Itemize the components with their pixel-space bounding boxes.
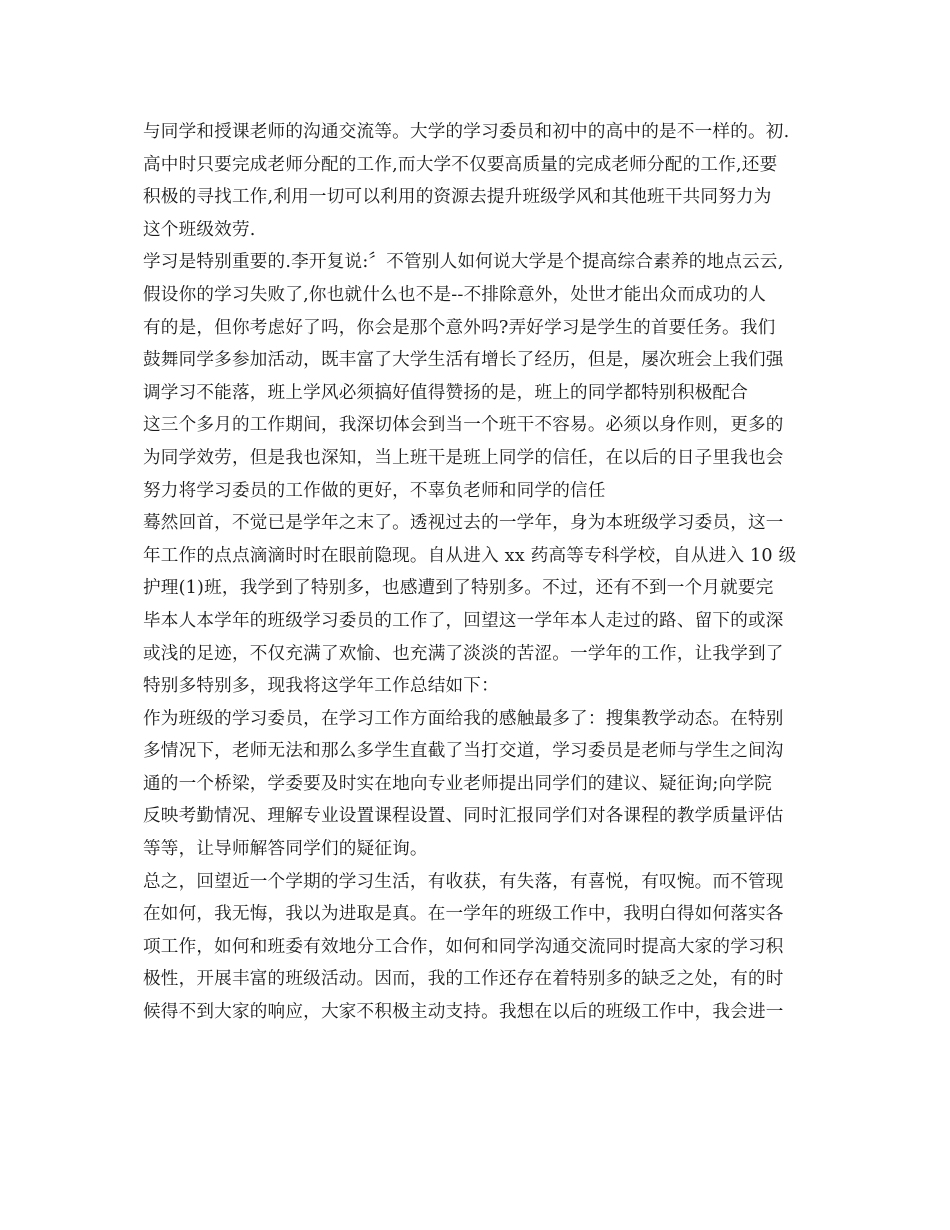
text-line: 或浅的足迹，不仅充满了欢愉、也充满了淡淡的苦涩。一学年的工作，让我学到了 [143, 643, 784, 664]
paragraph-1 [143, 116, 823, 246]
text-line: 项工作，如何和班委有效地分工合作，如何和同学沟通交流同时提高大家的学习积 [143, 936, 784, 957]
text-line: 与同学和授课老师的沟通交流等。大学的学习委员和初中的高中的是不一样的。初. [143, 122, 790, 142]
text-line: 多情况下，老师无法和那么多学生直截了当打交道，学习委员是老师与学生之间沟 [143, 741, 784, 762]
text-line: 通的一个桥梁，学委要及时实在地向专业老师提出同学们的建议、疑征询;向学院 [143, 773, 772, 794]
text-line: 反映考勤情况、理解专业设置课程设置、同时汇报同学们对各课程的教学质量评估 [143, 806, 784, 827]
text-line: 这三个多月的工作期间，我深切体会到当一个班干不容易。必须以身作则，更多的 [143, 415, 784, 436]
text-line: 等等，让导师解答同学们的疑征询。 [143, 839, 428, 860]
text-line: 特别多特别多，现我将这学年工作总结如下： [143, 676, 499, 697]
text-line: 作为班级的学习委员，在学习工作方面给我的感触最多了：搜集教学动态。在特别 [143, 708, 784, 729]
text-line: 有的是，但你考虑好了吗，你会是那个意外吗?弄好学习是学生的首要任务。我们 [143, 317, 776, 338]
paragraph-3 [143, 409, 823, 507]
text-line: 蓦然回首，不觉已是学年之末了。透视过去的一学年，身为本班级学习委员，这一 [143, 513, 784, 534]
text-line: 候得不到大家的响应，大家不积极主动支持。我想在以后的班级工作中，我会进一 [143, 1002, 784, 1023]
text-line: 鼓舞同学多参加活动，既丰富了大学生活有增长了经历，但是，屡次班会上我们强 [143, 350, 784, 371]
text-line: 积极的寻找工作,利用一切可以利用的资源去提升班级学风和其他班干共同努力为 [143, 187, 772, 208]
text-line: 努力将学习委员的工作做的更好，不辜负老师和同学的信任 [143, 480, 606, 501]
document-body [143, 116, 823, 1029]
text-line: 年工作的点点滴滴时时在眼前隐现。自从进入 xx 药高等专科学校，自从进入 10 级 [143, 545, 797, 566]
paragraph-6 [143, 866, 823, 1029]
text-line: 总之，回望近一个学期的学习生活，有收获，有失落，有喜悦，有叹惋。而不管现 [143, 871, 784, 892]
text-line: 在如何，我无悔，我以为进取是真。在一学年的班级工作中，我明白得如何落实各 [143, 904, 784, 925]
text-line: 护理(1)班，我学到了特别多，也感遭到了特别多。不过，还有不到一个月就要完 [143, 578, 774, 599]
paragraph-2 [143, 246, 823, 409]
text-line: 极性，开展丰富的班级活动。因而，我的工作还存在着特别多的缺乏之处，有的时 [143, 969, 784, 990]
text-line: 毕本人本学年的班级学习委员的工作了，回望这一学年本人走过的路、留下的或深 [143, 610, 784, 631]
text-line: 为同学效劳，但是我也深知，当上班干是班上同学的信任，在以后的日子里我也会 [143, 447, 784, 468]
text-line: 假设你的学习失败了,你也就什么也不是--不排除意外，处世才能出众而成功的人 [143, 284, 767, 305]
paragraph-4 [143, 507, 823, 703]
text-line: 学习是特别重要的.李开复说:〞不管别人如何说大学是个提高综合素养的地点云云, [143, 252, 784, 273]
paragraph-5 [143, 703, 823, 866]
text-line: 高中时只要完成老师分配的工作,而大学不仅要高质量的完成老师分配的工作,还要 [143, 154, 778, 175]
text-line: 这个班级效劳. [143, 219, 256, 240]
text-line: 调学习不能落，班上学风必须搞好值得赞扬的是，班上的同学都特别积极配合 [143, 382, 748, 403]
